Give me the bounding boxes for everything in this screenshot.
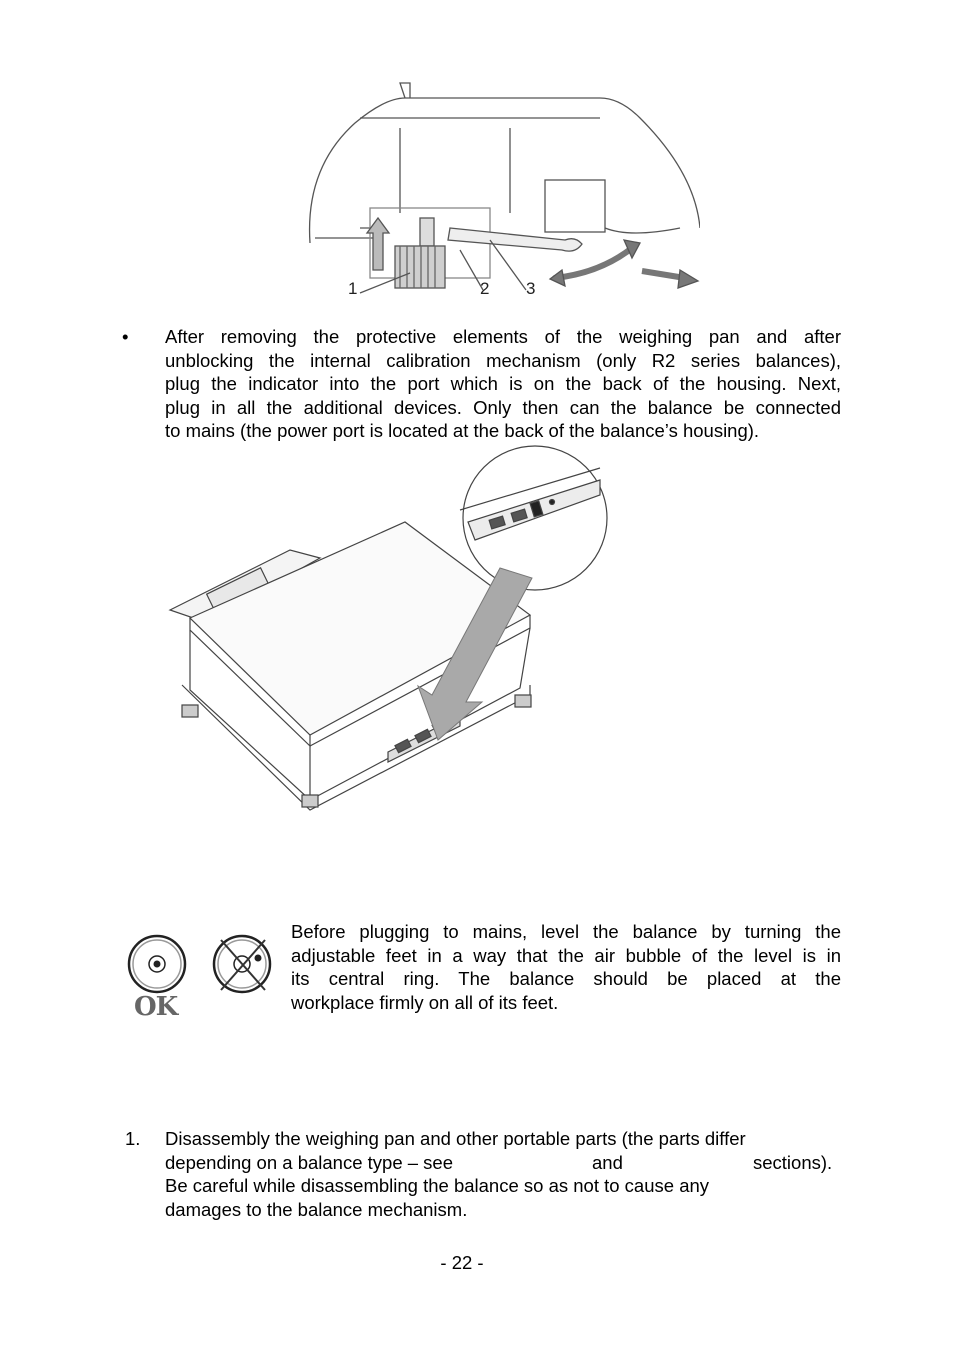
level-line: its central ring. The balance should be placed at the (291, 968, 841, 989)
bullet-paragraph (165, 325, 841, 443)
numbered-line-2-and: and (592, 1151, 623, 1173)
bullet-line: plug in all the additional devices. Only then can the balance be connected (165, 396, 841, 418)
port-location-figure (160, 440, 610, 820)
level-paragraph (291, 920, 841, 1014)
numbered-line-2-end: sections). (753, 1151, 833, 1173)
level-line: workplace firmly on all of its feet. (291, 991, 559, 1013)
ok-label: OK (134, 992, 178, 1022)
transport-lock-illustration (300, 78, 700, 304)
bullet-marker: • (122, 326, 129, 347)
level-line: adjustable feet in a way that the air bubble of the level is in (291, 944, 841, 966)
bullet-line: plug the indicator into the port which is on the back of the housing. Next, (165, 373, 841, 394)
level-not-ok-figure (211, 932, 275, 996)
callout-1: 1 (348, 279, 358, 298)
bullet-line: unblocking the internal calibration mechanism (only R2 series balances), (165, 349, 841, 371)
level-not-ok-icon (211, 932, 275, 996)
numbered-line-2-start: depending on a balance type – see (165, 1151, 454, 1173)
numbered-line-1: Disassembly the weighing pan and other portable parts (the parts differ (165, 1128, 746, 1149)
list-number: 1. (125, 1128, 141, 1149)
transport-lock-figure (300, 78, 700, 304)
numbered-line-3: Be careful while disassembling the balance so as not to cause any (165, 1175, 710, 1196)
numbered-paragraph (165, 1127, 833, 1221)
callout-3: 3 (526, 279, 536, 298)
bullet-line: to mains (the power port is located at the back of the balance’s housing). (165, 420, 760, 441)
bullet-line: After removing the protective elements of the weighing pan and after (165, 326, 841, 347)
numbered-line-4: damages to the balance mechanism. (165, 1198, 468, 1220)
balance-port-illustration (160, 440, 610, 820)
numbered-line-2 (165, 1151, 833, 1175)
callout-2: 2 (480, 279, 490, 298)
level-line: Before plugging to mains, level the balance by turning the (291, 921, 841, 942)
page-number: - 22 - (440, 1252, 484, 1273)
